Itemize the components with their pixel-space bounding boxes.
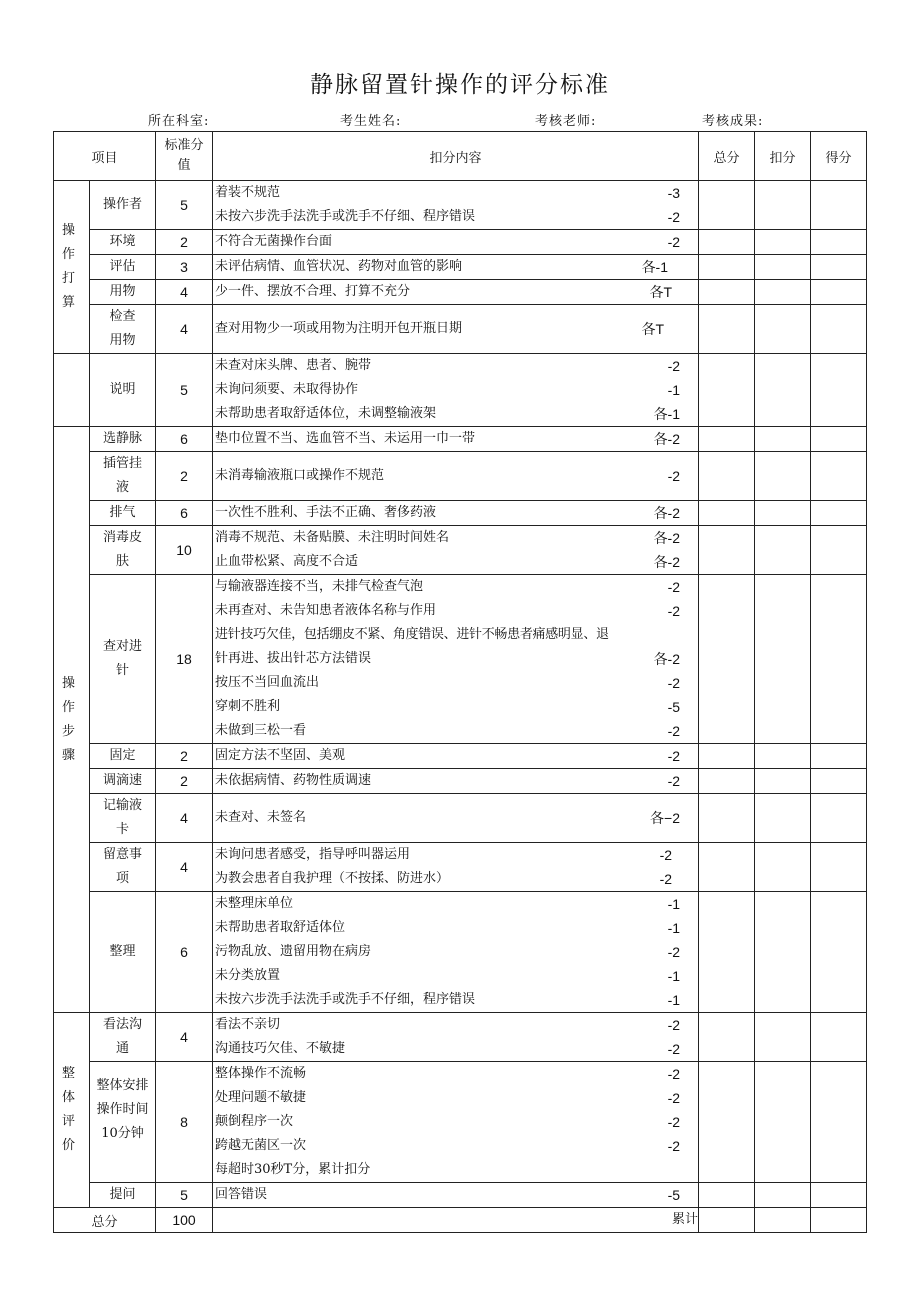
score-cell (811, 354, 867, 427)
item-puncture (90, 575, 156, 744)
total-cell (699, 769, 755, 794)
score-cell (811, 769, 867, 794)
deduction-text: 颠倒程序一次 (215, 1114, 294, 1129)
deduction-points: -2 (667, 234, 681, 250)
total-cell (699, 452, 755, 501)
section-prep-line1: 操 作 (61, 223, 81, 262)
item-check-supplies (90, 305, 156, 354)
score-cell (811, 794, 867, 843)
item-record (90, 794, 156, 843)
deduction-text: 沟通技巧欠佳、不敏捷 (215, 1041, 346, 1056)
item-select-vein: 选静脉 (90, 427, 156, 452)
total-cell (699, 744, 755, 769)
deduction-text: 未依据病情、药物性质调速 (215, 773, 372, 788)
score-supplies: 4 (156, 280, 213, 305)
section-overall (54, 1013, 90, 1208)
department-label: 所在科室: (148, 114, 210, 129)
score-puncture: 18 (156, 575, 213, 744)
score-cell (811, 892, 867, 1013)
item-question: 提问 (90, 1183, 156, 1208)
deduction-points: 各-2 (653, 530, 681, 546)
item-line: 记输液 (103, 798, 143, 813)
item-line: 插管挂 (103, 456, 143, 471)
total-cell (699, 1183, 755, 1208)
item-overall (90, 1062, 156, 1183)
total-note-cell (213, 1208, 699, 1233)
deduction-points: 各-1 (641, 259, 669, 275)
deduction-text: 整体操作不流畅 (215, 1066, 307, 1081)
item-line: 消毒皮 (103, 530, 143, 545)
score-cell (811, 1062, 867, 1183)
header-row (54, 132, 867, 181)
section-prep (54, 181, 90, 354)
score-notice: 4 (156, 843, 213, 892)
deduction-supplies (213, 280, 699, 305)
deduction-points: -2 (667, 773, 681, 789)
deduction-points: -2 (667, 723, 681, 739)
total-label: 总分 (54, 1208, 156, 1233)
header-minus: 扣分 (755, 132, 811, 181)
deduction-insert-hang (213, 452, 699, 501)
deduction-points: 各−2 (650, 810, 681, 826)
deduction-points: 各-2 (653, 505, 681, 521)
deduction-points: 各-2 (653, 431, 681, 447)
deduction-points: 各T (649, 284, 673, 300)
minus-cell (755, 526, 811, 575)
deduction-points: -1 (667, 968, 681, 984)
total-cell (699, 501, 755, 526)
table-row (54, 575, 867, 744)
section-overall-line1: 整 体 (61, 1066, 81, 1105)
table-row (54, 305, 867, 354)
score-tidy: 6 (156, 892, 213, 1013)
deduction-points: -2 (659, 871, 673, 887)
total-cell (699, 305, 755, 354)
score-adjust: 2 (156, 769, 213, 794)
score-assess: 3 (156, 255, 213, 280)
table-row (54, 1183, 867, 1208)
scoring-table (53, 131, 867, 1233)
total-note: 累计 (672, 1212, 699, 1227)
score-operator: 5 (156, 181, 213, 230)
deduction-points: -2 (667, 358, 681, 374)
deduction-text: 穿刺不胜利 (215, 699, 281, 714)
item-operator: 操作者 (90, 181, 156, 230)
item-notice (90, 843, 156, 892)
deduction-text: 进针技巧欠佳，包括绷皮不紧、角度错误、进针不畅患者痛感明显、退 (215, 627, 609, 642)
total-cell (699, 181, 755, 230)
deduction-text: 少一件、摆放不合理、打算不充分 (215, 284, 411, 299)
score-explain: 5 (156, 354, 213, 427)
deduction-question (213, 1183, 699, 1208)
table-row (54, 843, 867, 892)
deduction-assess (213, 255, 699, 280)
minus-cell (755, 452, 811, 501)
table-row (54, 1062, 867, 1183)
minus-cell (755, 255, 811, 280)
deduction-text: 未按六步洗手法洗手或洗手不仔细、程序错误 (215, 209, 476, 224)
deduction-fix (213, 744, 699, 769)
deduction-points: -2 (667, 579, 681, 595)
score-cell (811, 181, 867, 230)
minus-cell (755, 1013, 811, 1062)
item-line: 10分钟 (101, 1126, 144, 1141)
score-cell (811, 280, 867, 305)
minus-cell (755, 305, 811, 354)
deduction-points: -5 (667, 699, 681, 715)
deduction-points: 各-2 (653, 554, 681, 570)
score-disinfect: 10 (156, 526, 213, 575)
deduction-points: 各-1 (653, 406, 681, 422)
item-line: 操作时间 (96, 1102, 149, 1117)
minus-cell (755, 843, 811, 892)
total-cell (699, 843, 755, 892)
table-row (54, 280, 867, 305)
item-exhaust: 排气 (90, 501, 156, 526)
item-line: 项 (116, 871, 130, 886)
score-cell (811, 843, 867, 892)
score-cell (811, 305, 867, 354)
table-row (54, 794, 867, 843)
deduction-points: -2 (667, 1090, 681, 1106)
deduction-disinfect (213, 526, 699, 575)
item-line: 查对进 (103, 639, 143, 654)
deduction-points: -1 (667, 896, 681, 912)
total-cell (699, 526, 755, 575)
table-row (54, 230, 867, 255)
table-row (54, 1013, 867, 1062)
deduction-overall (213, 1062, 699, 1183)
item-line: 针 (116, 663, 130, 678)
deduction-text: 止血带松紧、高度不合适 (215, 554, 359, 569)
deduction-text: 与输液器连接不当，未排气检查气泡 (215, 579, 424, 594)
deduction-points: -2 (667, 603, 681, 619)
total-cell (699, 794, 755, 843)
total-cell (699, 280, 755, 305)
deduction-points: -1 (667, 382, 681, 398)
total-cell (699, 427, 755, 452)
teacher-label: 考核老师: (535, 114, 597, 129)
score-cell (811, 1208, 867, 1233)
total-cell (699, 1013, 755, 1062)
deduction-points: -3 (667, 185, 681, 201)
deduction-adjust (213, 769, 699, 794)
deduction-text: 未消毒输液瓶口或操作不规范 (215, 468, 385, 483)
score-cell (811, 230, 867, 255)
item-line: 液 (116, 480, 130, 495)
deduction-text: 固定方法不坚固、美观 (215, 748, 346, 763)
deduction-notice (213, 843, 699, 892)
total-cell (699, 1062, 755, 1183)
deduction-check-supplies (213, 305, 699, 354)
deduction-text: 按压不当回血流出 (215, 675, 320, 690)
deduction-text: 一次性不胜利、手法不正确、奢侈药液 (215, 505, 437, 520)
deduction-text: 污物乱放、遗留用物在病房 (215, 944, 372, 959)
table-row (54, 427, 867, 452)
section-empty (54, 354, 90, 427)
section-overall-line2: 评价 (61, 1114, 81, 1153)
item-disinfect (90, 526, 156, 575)
deduction-text: 处理问题不敏捷 (215, 1090, 307, 1105)
table-row (54, 769, 867, 794)
minus-cell (755, 427, 811, 452)
score-insert-hang: 2 (156, 452, 213, 501)
result-label: 考核成果: (702, 114, 764, 129)
minus-cell (755, 769, 811, 794)
score-cell (811, 427, 867, 452)
deduction-text: 未整理床单位 (215, 896, 294, 911)
total-cell (699, 892, 755, 1013)
examinee-label: 考生姓名: (340, 114, 402, 129)
score-check-supplies: 4 (156, 305, 213, 354)
score-cell (811, 1013, 867, 1062)
deduction-text: 未查对床头牌、患者、腕带 (215, 358, 372, 373)
score-select-vein: 6 (156, 427, 213, 452)
deduction-communicate (213, 1013, 699, 1062)
deduction-text: 回答错误 (215, 1187, 268, 1202)
deduction-text: 跨越无菌区一次 (215, 1138, 307, 1153)
deduction-points: -2 (667, 675, 681, 691)
item-line: 整体安排 (96, 1078, 149, 1093)
deduction-text: 针再进、拔出针芯方法错误 (215, 651, 372, 666)
item-line: 留意事 (103, 847, 143, 862)
total-cell (699, 575, 755, 744)
total-score: 100 (156, 1208, 213, 1233)
minus-cell (755, 181, 811, 230)
score-fix: 2 (156, 744, 213, 769)
score-record: 4 (156, 794, 213, 843)
deduction-environment (213, 230, 699, 255)
deduction-points: -2 (667, 1041, 681, 1057)
deduction-points: -2 (659, 847, 673, 863)
deduction-points: -2 (667, 1066, 681, 1082)
minus-cell (755, 280, 811, 305)
minus-cell (755, 744, 811, 769)
total-cell (699, 354, 755, 427)
deduction-tidy (213, 892, 699, 1013)
score-overall: 8 (156, 1062, 213, 1183)
deduction-points: -2 (667, 209, 681, 225)
deduction-text: 着装不规范 (215, 185, 281, 200)
page-title: 静脉留置针操作的评分标准 (310, 72, 610, 98)
deduction-explain (213, 354, 699, 427)
total-cell (699, 230, 755, 255)
minus-cell (755, 230, 811, 255)
deduction-operator (213, 181, 699, 230)
table-row (54, 744, 867, 769)
deduction-points: -2 (667, 1138, 681, 1154)
total-row (54, 1208, 867, 1233)
deduction-points: -1 (667, 992, 681, 1008)
deduction-text: 看法不亲切 (215, 1017, 281, 1032)
deduction-points: -2 (667, 944, 681, 960)
deduction-points: 各T (641, 321, 665, 337)
table-row (54, 181, 867, 230)
item-line: 检查 (109, 309, 136, 324)
deduction-points: -1 (667, 920, 681, 936)
deduction-text: 未再查对、未告知患者液体名称与作用 (215, 603, 437, 618)
deduction-text: 每超时30秒T分，累计扣分 (215, 1162, 371, 1177)
deduction-points: -2 (667, 1114, 681, 1130)
score-cell (811, 255, 867, 280)
item-assess: 评估 (90, 255, 156, 280)
table-row (54, 452, 867, 501)
deduction-record (213, 794, 699, 843)
header-standard-line1: 标准分 (164, 138, 204, 153)
score-cell (811, 452, 867, 501)
table-row (54, 354, 867, 427)
deduction-text: 消毒不规范、未备贴膜、未注明时间姓名 (215, 530, 450, 545)
minus-cell (755, 1183, 811, 1208)
item-environment: 环境 (90, 230, 156, 255)
deduction-text: 未询问须要、未取得协作 (215, 382, 359, 397)
score-cell (811, 1183, 867, 1208)
deduction-text: 未评估病情、血管状况、药物对血管的影响 (215, 259, 463, 274)
deduction-text: 未查对、未签名 (215, 810, 307, 825)
score-question: 5 (156, 1183, 213, 1208)
deduction-points: -5 (667, 1187, 681, 1203)
section-steps-line2: 步骤 (61, 723, 81, 763)
deduction-text: 未分类放置 (215, 968, 281, 983)
item-communicate (90, 1013, 156, 1062)
section-prep-line2: 打算 (61, 271, 81, 310)
item-insert-hang (90, 452, 156, 501)
deduction-points: 各-2 (653, 651, 681, 667)
table-row (54, 526, 867, 575)
deduction-text: 垫巾位置不当、选血管不当、未运用一巾一带 (215, 431, 476, 446)
item-adjust: 调滴速 (90, 769, 156, 794)
score-cell (811, 744, 867, 769)
table-row (54, 892, 867, 1013)
deduction-points: -2 (667, 748, 681, 764)
total-cell (699, 255, 755, 280)
deduction-text: 未询问患者感受，指导呼叫器运用 (215, 847, 411, 862)
minus-cell (755, 501, 811, 526)
deduction-puncture (213, 575, 699, 744)
score-communicate: 4 (156, 1013, 213, 1062)
deduction-text: 未帮助患者取舒适体位，未调整输液架 (215, 406, 437, 421)
score-cell (811, 501, 867, 526)
item-fix: 固定 (90, 744, 156, 769)
deduction-text: 未按六步洗手法洗手或洗手不仔细，程序错误 (215, 992, 476, 1007)
minus-cell (755, 354, 811, 427)
table-row (54, 255, 867, 280)
header-total: 总分 (699, 132, 755, 181)
section-steps-line1: 操 作 (61, 675, 81, 715)
item-tidy: 整理 (90, 892, 156, 1013)
deduction-text: 查对用物少一项或用物为注明开包开瓶日期 (215, 321, 463, 336)
total-cell (699, 1208, 755, 1233)
score-cell (811, 526, 867, 575)
item-line: 肤 (116, 554, 130, 569)
deduction-text: 不符合无菌操作台面 (215, 234, 333, 249)
minus-cell (755, 794, 811, 843)
item-explain: 说明 (90, 354, 156, 427)
header-standard-line2: 值 (177, 158, 191, 173)
table-row (54, 501, 867, 526)
item-line: 通 (116, 1041, 130, 1056)
deduction-points: -2 (667, 1017, 681, 1033)
item-supplies: 用物 (90, 280, 156, 305)
section-steps (54, 427, 90, 1013)
minus-cell (755, 892, 811, 1013)
header-item: 项目 (54, 132, 156, 181)
deduction-points: -2 (667, 468, 681, 484)
header-deduction: 扣分内容 (213, 132, 699, 181)
minus-cell (755, 575, 811, 744)
item-line: 用物 (109, 333, 136, 348)
minus-cell (755, 1208, 811, 1233)
deduction-text: 未做到三松一看 (215, 723, 307, 738)
score-cell (811, 575, 867, 744)
deduction-text: 为教会患者自我护理（不按揉、防进水） (215, 871, 450, 886)
deduction-exhaust (213, 501, 699, 526)
minus-cell (755, 1062, 811, 1183)
score-environment: 2 (156, 230, 213, 255)
header-standard (156, 132, 213, 181)
deduction-text: 未帮助患者取舒适体位 (215, 920, 346, 935)
score-exhaust: 6 (156, 501, 213, 526)
header-score: 得分 (811, 132, 867, 181)
item-line: 卡 (116, 822, 130, 837)
deduction-select-vein (213, 427, 699, 452)
item-line: 看法沟 (103, 1017, 143, 1032)
